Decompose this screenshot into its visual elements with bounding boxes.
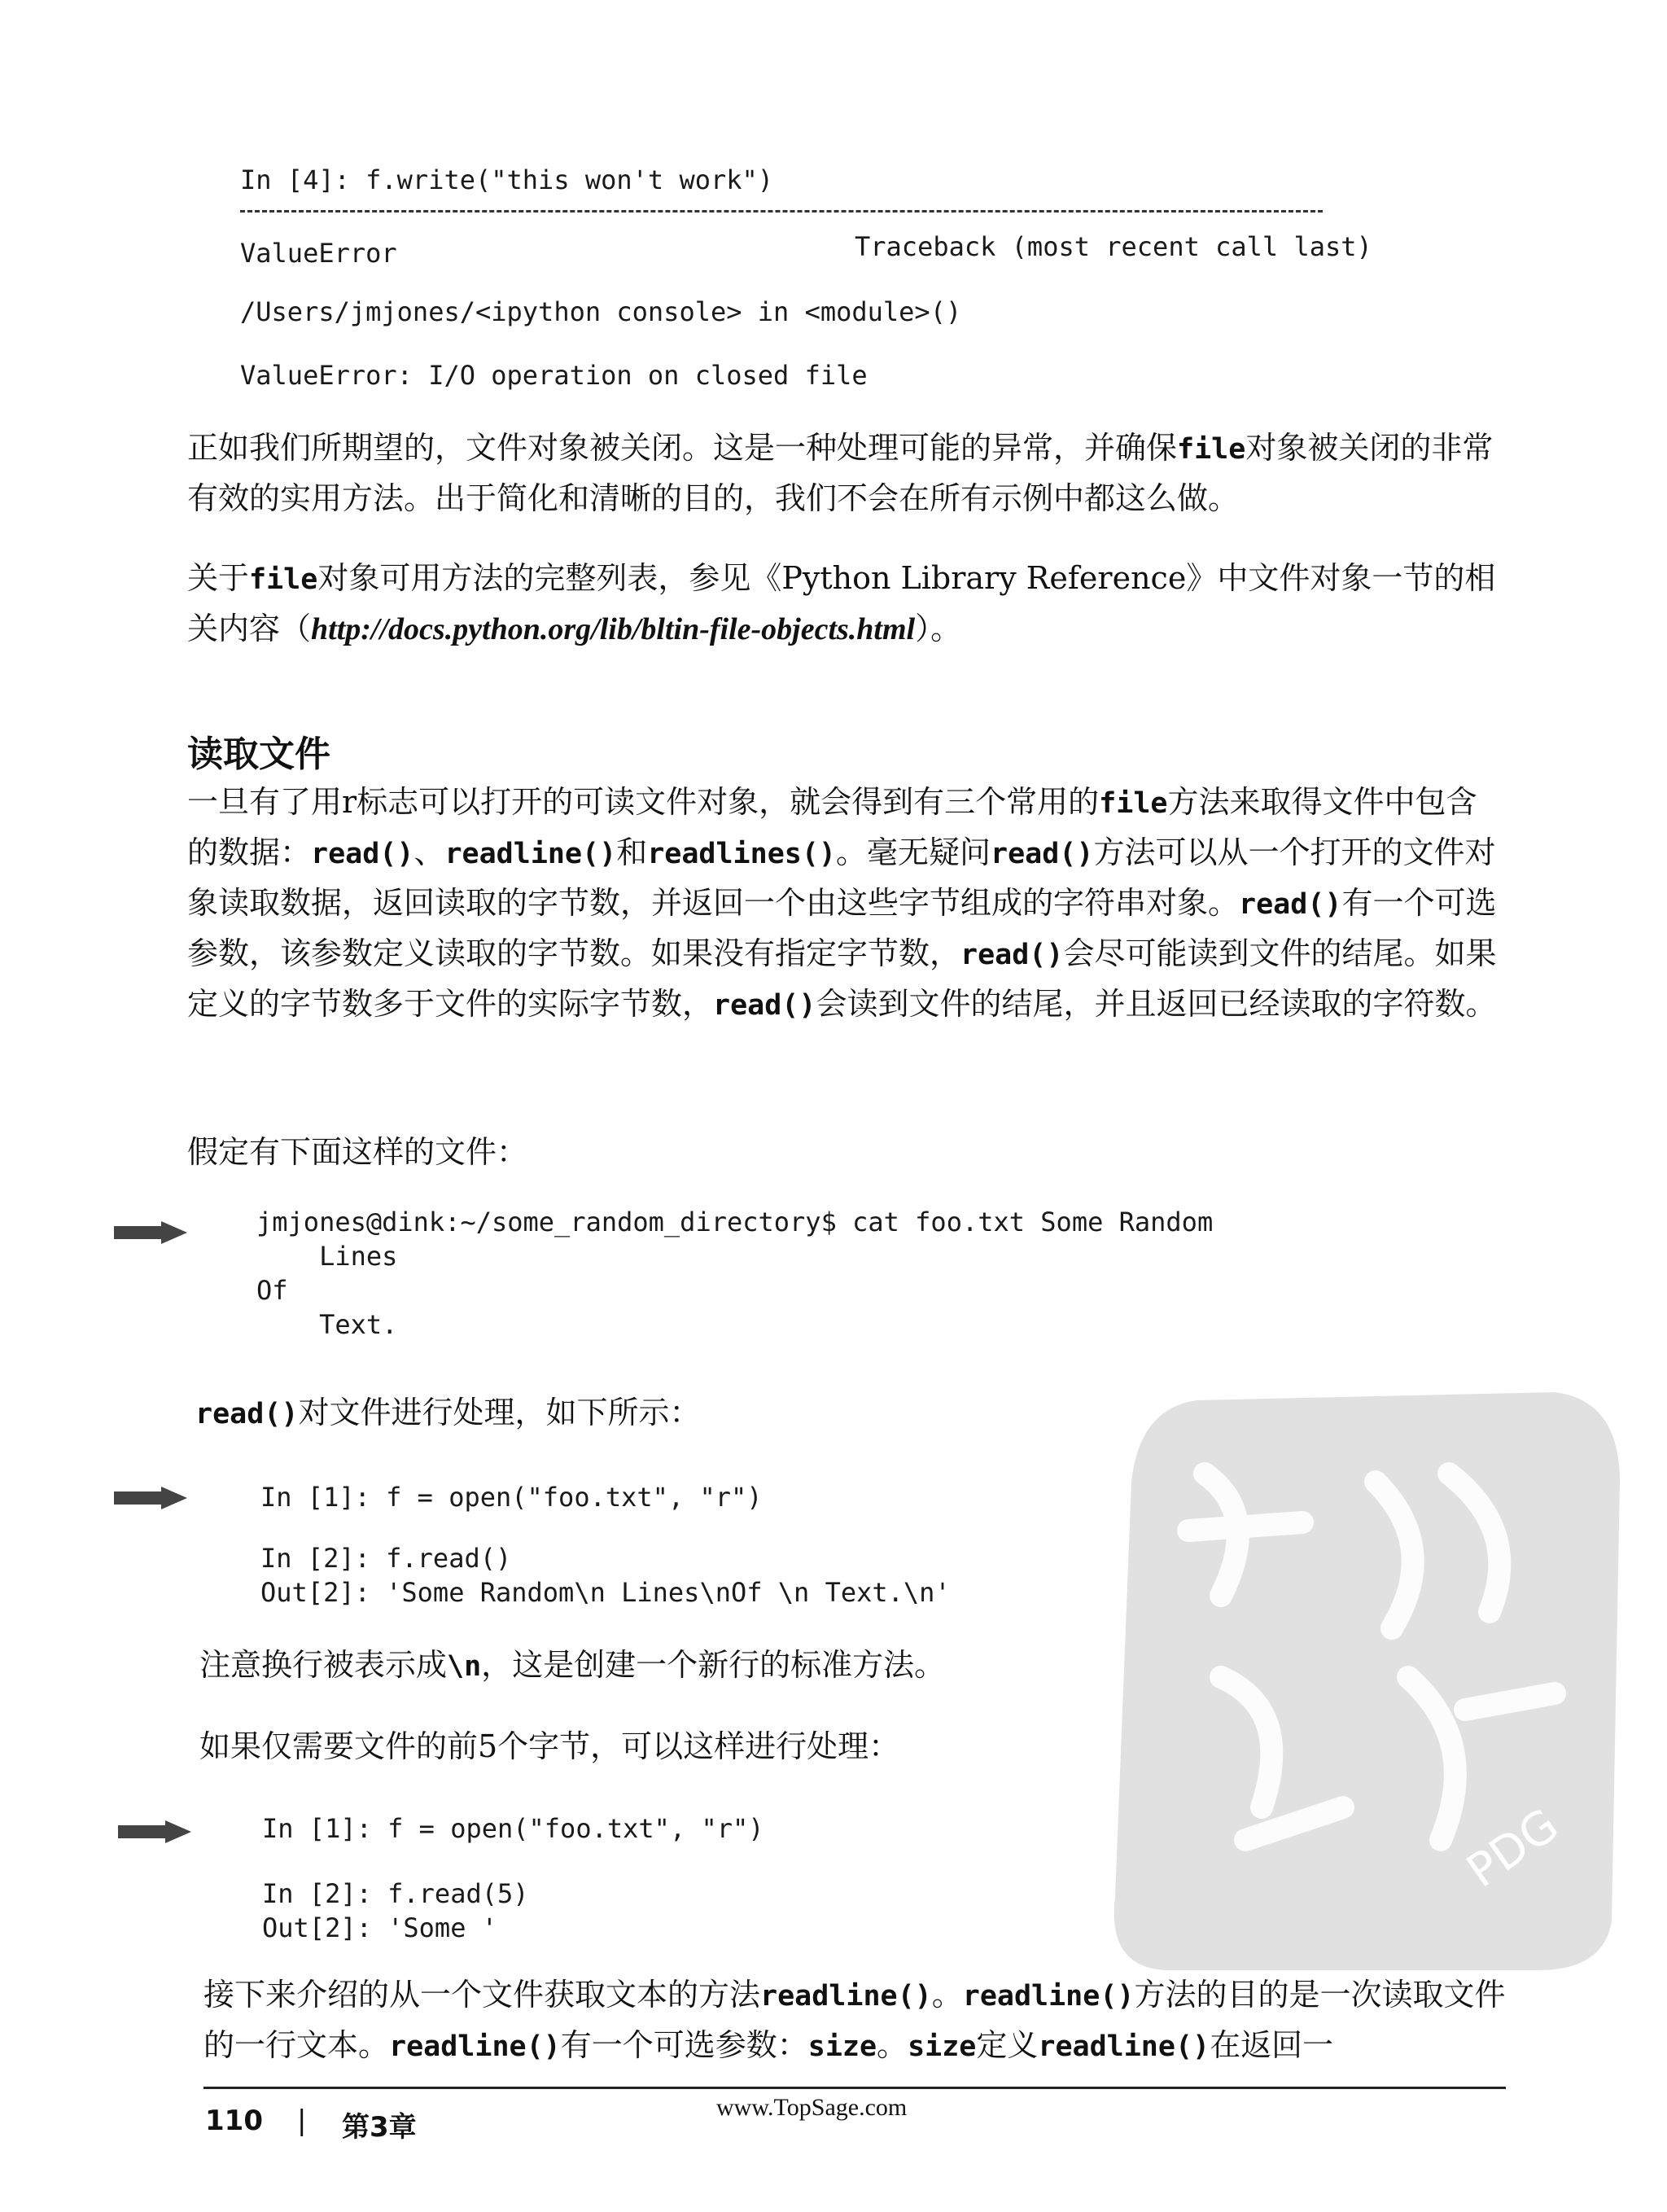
inline-code: \n [447,1650,482,1683]
code-read5-line3: Out[2]: 'Some ' [262,1912,497,1943]
text: 会尽可能读到文件的结尾。如果定义的字节数多于文件的实际字节数， [187,935,1497,1022]
text: ，这是创建一个新行的标准方法。 [481,1647,946,1683]
code-cat-line4: Text. [256,1309,398,1340]
inline-code: read() [991,838,1094,870]
text: 和 [616,834,648,870]
paragraph-file-methods-reference [187,554,1514,654]
text: ）。 [915,611,962,646]
text: 如果仅需要文件的前5个字节，可以这样进行处理： [199,1728,900,1764]
code-write-line: In [4]: f.write("this won't work") [240,164,774,195]
code-marker-arrow-icon [114,1221,187,1244]
inline-code: read() [1239,888,1342,921]
text: 对文件进行处理，如下所示： [298,1395,701,1430]
code-read5-line1: In [1]: f = open("foo.txt", "r") [262,1813,764,1844]
code-error-name: ValueError [240,238,397,269]
section-heading: 读取文件 [187,734,330,775]
paragraph-read-methods [187,777,1498,1030]
pdg-seal-watermark [1099,1384,1628,1978]
text: 方法可以从一个打开的文件对象读取数据，返回读取的字节数，并返回一个由这些字节组成的字符串对象。 [187,834,1496,921]
text: 。 [931,1977,963,2013]
code-cat-line1: jmjones@dink:~/some_random_directory$ cat foo.txt Some Random [256,1207,1214,1237]
text: 方法来取得文件中包含的数据： [187,784,1477,870]
code-error-message: ValueError: I/O operation on closed file [240,360,868,391]
inline-code: size [807,2030,877,2063]
inline-code: read() [195,1398,299,1430]
paragraph-assume-file [187,1128,1498,1176]
text: 假定有下面这样的文件： [187,1134,528,1170]
paragraph-file-closed [187,423,1514,523]
code-read-line1: In [1]: f = open("foo.txt", "r") [260,1482,763,1513]
inline-code: size [908,2030,977,2063]
text: 方法的目的是一次读取文件的一行文本。 [203,1977,1506,2063]
code-error-location: /Users/jmjones/<ipython console> in <module>() [240,296,962,327]
watermark-label: PDG [1457,1798,1569,1899]
inline-code: read() [311,838,414,870]
code-read-line3: Out[2]: 'Some Random\n Lines\nOf \n Text.\n' [260,1577,951,1608]
inline-code: readline() [444,838,617,870]
text: 正如我们所期望的，文件对象被关闭。这是一种处理可能的异常，并确保 [187,430,1178,466]
inline-code: read() [960,939,1064,971]
text: 。 [877,2027,908,2063]
text: 在返回一 [1210,2027,1334,2063]
inline-code: readline() [962,1980,1135,2013]
text: 。毫无疑问 [836,834,991,870]
text: 有一个可选参数，该参数定义读取的字节数。如果没有指定字节数， [187,885,1497,971]
page-number: 110 [205,2105,263,2137]
code-marker-arrow-icon [114,1487,187,1509]
code-read5-line2: In [2]: f.read(5) [262,1878,529,1909]
text: 有一个可选参数： [560,2027,808,2063]
code-cat-line3: Of [256,1275,288,1306]
text: 定义 [976,2027,1039,2063]
text: 接下来介绍的从一个文件获取文本的方法 [203,1977,761,2013]
code-traceback-label: Traceback (most recent call last) [855,231,1372,262]
inline-code: file [1099,787,1168,820]
text: 、 [413,834,445,870]
text: 关于 [187,560,250,596]
text: 会读到文件的结尾，并且返回已经读取的字符数。 [816,986,1497,1022]
code-read-line2: In [2]: f.read() [260,1543,512,1574]
inline-code: readlines() [647,838,836,870]
inline-code: file [1177,433,1246,466]
site-url: www.TopSage.com [716,2094,908,2121]
code-cat-line2: Lines [256,1241,398,1272]
paragraph-readline [203,1970,1514,2071]
inline-code: readline() [1038,2030,1210,2063]
footer-rule [203,2087,1506,2089]
inline-code: file [249,563,318,596]
code-marker-arrow-icon [118,1820,191,1843]
reference-link[interactable]: http://docs.python.org/lib/bltin-file-objects.html [311,612,916,646]
inline-code: readline() [760,1980,932,2013]
chapter-label: 第3章 [342,2111,417,2144]
text: 对象被关闭的非常有效的实用方法。出于简化和清晰的目的，我们不会在所有示例中都这么做。 [187,430,1494,516]
inline-code: readline() [389,2030,561,2063]
text: 注意换行被表示成 [199,1647,448,1683]
traceback-divider [240,210,1323,212]
text: 一旦有了用r标志可以打开的可读文件对象，就会得到有三个常用的 [187,784,1100,820]
footer-separator: | [297,2105,307,2137]
inline-code: read() [713,989,816,1022]
text: 对象可用方法的完整列表，参见《Python Library Reference》中文件对象一节的相关内容（ [187,560,1496,646]
